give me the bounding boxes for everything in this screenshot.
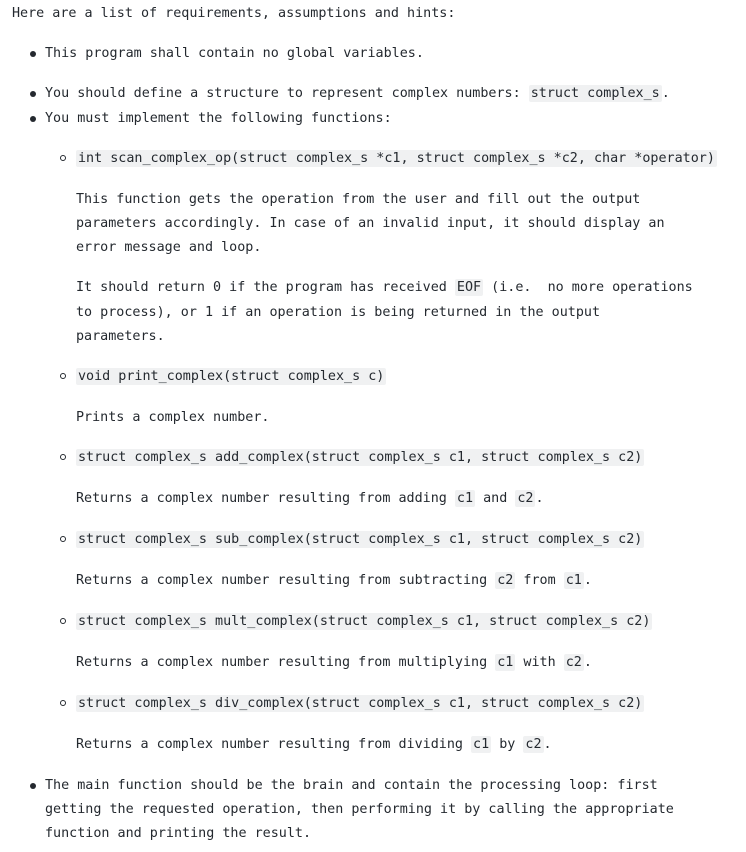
scan-return-line-2: to process), or 1 if an operation is being returned in the output: [76, 305, 601, 320]
sub-desc-mid: from: [515, 573, 564, 588]
bullet-no-globals: This program shall contain no global variables.: [45, 46, 424, 61]
bullet-disc-icon: [30, 91, 36, 97]
function-signature-print: [76, 368, 386, 386]
function-signature-sub: [76, 531, 644, 549]
inline-code: c1: [473, 737, 490, 752]
code-signature: int scan_complex_op(struct complex_s *c1, struct complex_s *c2, char *operator): [78, 151, 715, 166]
scan-return-line-3: parameters.: [76, 329, 165, 344]
bullet-disc-icon: [30, 783, 36, 789]
bullet-structure: [45, 85, 670, 103]
inline-code: c2: [565, 655, 582, 670]
scan-return-line-1: [76, 279, 693, 297]
print-desc: Prints a complex number.: [76, 410, 270, 425]
div-desc-mid: by: [491, 737, 524, 752]
sub-desc: [76, 572, 592, 590]
inline-code: c1: [565, 573, 582, 588]
function-signature-mult: [76, 613, 652, 631]
bullet-circle-icon: [60, 618, 66, 624]
code-signature: struct complex_s div_complex(struct complex_s c1, struct complex_s c2): [78, 696, 643, 711]
add-desc: [76, 490, 544, 508]
bullet-circle-icon: [60, 700, 66, 706]
function-signature-div: [76, 695, 644, 713]
main-desc-line-2: getting the requested operation, then performing it by calling the appropriate: [45, 802, 674, 817]
scan-desc-line-2: parameters accordingly. In case of an invalid input, it should display an: [76, 216, 665, 231]
intro-text: Here are a list of requirements, assumptions and hints:: [12, 6, 456, 21]
main-desc-line-3: function and printing the result.: [45, 826, 312, 841]
code-signature: struct complex_s mult_complex(struct complex_s c1, struct complex_s c2): [78, 614, 651, 629]
bullet-circle-icon: [60, 454, 66, 460]
bullet-disc-icon: [30, 51, 36, 57]
bullet-disc-icon: [30, 116, 36, 122]
function-signature-add: [76, 449, 644, 467]
div-desc-post: .: [543, 737, 552, 752]
inline-code: c1: [456, 491, 474, 506]
scan-desc-line-1: This function gets the operation from the user and fill out the output: [76, 192, 641, 207]
add-desc-post: .: [535, 491, 544, 506]
sub-desc-post: .: [583, 573, 592, 588]
div-desc-text: Returns a complex number resulting from dividing: [76, 737, 472, 752]
function-signature-scan: [76, 150, 717, 168]
inline-code: c2: [525, 737, 542, 752]
bullet-circle-icon: [60, 536, 66, 542]
code-signature: struct complex_s add_complex(struct complex_s c1, struct complex_s c2): [78, 450, 643, 465]
scan-return-text: It should return 0 if the program has received: [76, 280, 455, 295]
bullet-circle-icon: [60, 155, 66, 161]
inline-code: c1: [497, 655, 514, 670]
code-signature: void print_complex(struct complex_s c): [78, 369, 385, 384]
inline-code: c2: [517, 491, 534, 506]
add-desc-text: Returns a complex number resulting from adding: [76, 491, 455, 506]
mult-desc-text: Returns a complex number resulting from multiplying: [76, 655, 496, 670]
div-desc: [76, 736, 552, 754]
bullet-implement: You must implement the following functions:: [45, 111, 392, 126]
bullet-circle-icon: [60, 373, 66, 379]
inline-code: EOF: [456, 280, 482, 295]
add-desc-mid: and: [475, 491, 516, 506]
mult-desc-mid: with: [515, 655, 564, 670]
scan-desc-line-3: error message and loop.: [76, 240, 262, 255]
inline-code: c2: [497, 573, 514, 588]
bullet-structure-period: .: [661, 86, 670, 101]
sub-desc-text: Returns a complex number resulting from subtracting: [76, 573, 496, 588]
main-desc-line-1: The main function should be the brain and contain the processing loop: first: [45, 778, 658, 793]
mult-desc: [76, 654, 592, 672]
scan-return-text-post: (i.e. no more operations: [483, 280, 693, 295]
inline-code: struct complex_s: [530, 86, 660, 101]
code-signature: struct complex_s sub_complex(struct complex_s c1, struct complex_s c2): [78, 532, 643, 547]
mult-desc-post: .: [583, 655, 592, 670]
bullet-structure-text: You should define a structure to represent complex numbers:: [45, 86, 529, 101]
